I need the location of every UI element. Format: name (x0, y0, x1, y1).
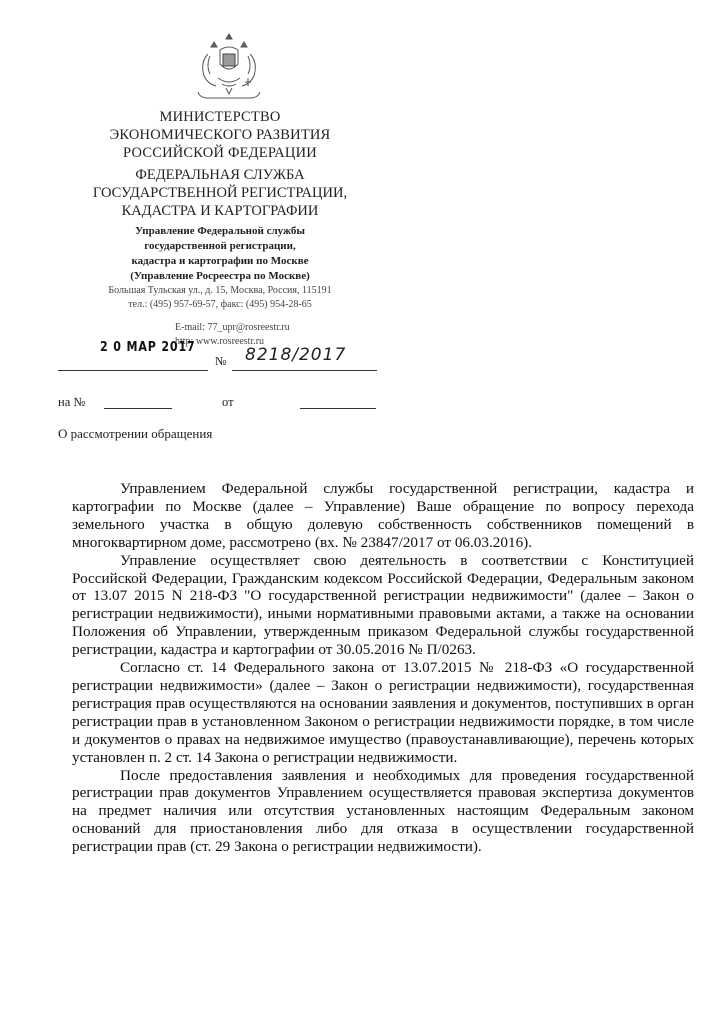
reply-to-label: на № (58, 395, 86, 409)
ministry-name (60, 108, 380, 162)
department-line: (Управление Росреестра по Москве) (130, 270, 310, 282)
service-line: ГОСУДАРСТВЕННОЙ РЕГИСТРАЦИИ, (92, 185, 348, 201)
ministry-line: ЭКОНОМИЧЕСКОГО РАЗВИТИЯ (109, 127, 331, 143)
date-stamp: 2 0 МАР 2017 (100, 340, 196, 355)
paragraph: Управление осуществляет свою деятельность в соответствии с Конституцией Российской Федерации, Гражданским кодексом Российской Федерации, Федеральным законом от 13.07 2015 N 218-ФЗ "О государственной регистрации недвижимости" (далее – Закон о регистрации недвижимости), иными нормативными правовыми актами, а также на основании Положения об Управлении, утвержденным приказом Федеральной службы государственной регистрации, кадастра и картографии от 30.05.2016 № П/0263. (72, 551, 694, 659)
number-line (232, 370, 377, 371)
department-line: Управление Федеральной службы (135, 225, 305, 237)
letter-body (72, 480, 694, 856)
paragraph: После предоставления заявления и необходимых для проведения государственной регистрации прав документов Управлением осуществляется правовая экспертиза документов на предмет наличия или отсутствия установленных настоящим Федеральным законом оснований для приостановления либо для отказа в осуществлении государственной регистрации прав (ст. 29 Закона о регистрации недвижимости). (72, 766, 694, 856)
department-line: кадастра и картографии по Москве (131, 255, 309, 267)
street-address: Большая Тульская ул., д. 15, Москва, Россия, 115191 (108, 285, 332, 296)
ministry-line: РОССИЙСКОЙ ФЕДЕРАЦИИ (123, 145, 317, 161)
phone-fax: тел.: (495) 957-69-57, факс: (495) 954-28-65 (128, 299, 312, 310)
from-line (300, 408, 376, 409)
from-label: от (222, 395, 234, 409)
russian-coat-of-arms-icon (190, 28, 268, 104)
subject-line: О рассмотрении обращения (58, 426, 213, 441)
department-line: государственной регистрации, (144, 240, 296, 252)
website: http: www.rosreestr.ru (175, 336, 265, 347)
reply-to-line (104, 408, 172, 409)
paragraph: Согласно ст. 14 Федерального закона от 13.07.2015 № 218-ФЗ «О государственной регистрации недвижимости» (далее – Закон о регистрации недвижимости), государственная регистрация прав осуществляются на основании заявления и документов, поступивших в орган регистрации прав в установленном Законом о регистрации недвижимости порядке, в том числе и документов о правах на недвижимое имущество (правоустанавливающие), перечень которых установлен п. 2 ст. 14 Закона о регистрации недвижимости. (72, 659, 694, 766)
paragraph: Управлением Федеральной службы государственной регистрации, кадастра и картографии по Москве (далее – Управление) Ваше обращение по вопросу перехода земельного участка в общую долевую собственность собственников помещений в многоквартирном доме, рассмотрено (вх. № 23847/2017 от 06.03.2016). (72, 480, 694, 551)
outgoing-number: 8218/2017 (245, 345, 347, 365)
service-line: ФЕДЕРАЛЬНАЯ СЛУЖБА (135, 167, 305, 183)
email: E-mail: 77_upr@rosreestr.ru (175, 322, 290, 333)
department-name (60, 224, 380, 284)
number-label: № (215, 354, 227, 368)
service-line: КАДАСТРА И КАРТОГРАФИИ (121, 203, 319, 219)
service-name (60, 166, 380, 220)
ministry-line: МИНИСТЕРСТВО (159, 109, 281, 125)
address (60, 284, 380, 312)
date-line (58, 370, 208, 371)
